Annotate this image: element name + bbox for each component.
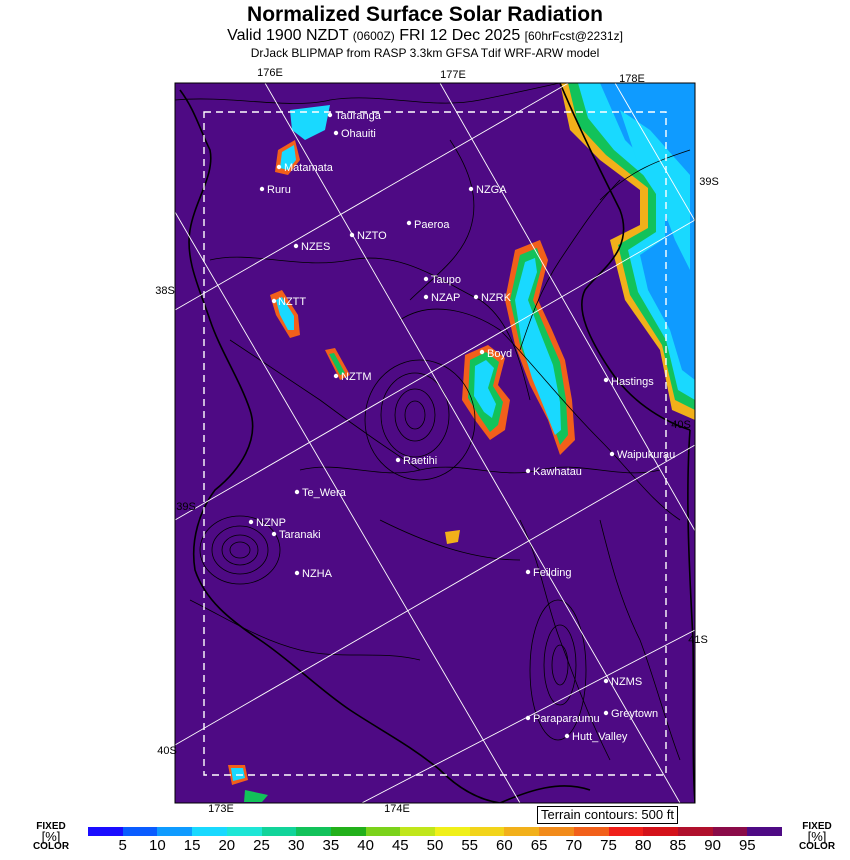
percent-label: [%] — [41, 829, 61, 844]
color-scale-segment — [192, 827, 227, 836]
station[interactable] — [334, 128, 376, 140]
color-scale-tick-label: 65 — [530, 837, 548, 854]
color-scale-tick-label: 90 — [704, 837, 721, 854]
lon-label: 173E — [208, 803, 234, 815]
station[interactable] — [565, 731, 628, 743]
color-scale-tick-label: 5 — [118, 837, 127, 854]
fixed-label: FIXED — [36, 821, 66, 832]
color-scale-tick-label: 10 — [149, 837, 166, 854]
color-scale-segment — [400, 827, 435, 836]
fixed-color-label-right — [796, 822, 838, 852]
station[interactable] — [328, 110, 382, 122]
color-scale-segment — [262, 827, 297, 836]
color-scale-segment — [227, 827, 262, 836]
station[interactable] — [604, 708, 658, 720]
color-scale-tick-label: 15 — [183, 837, 201, 854]
station-dot — [407, 221, 411, 225]
station-label: Taranaki — [279, 529, 321, 541]
color-scale-tick-label: 45 — [391, 837, 409, 854]
station-label: NZTM — [341, 371, 372, 383]
station-label: NZTT — [278, 296, 307, 308]
station-label: Greytown — [611, 708, 659, 720]
station-dot — [328, 113, 332, 117]
station[interactable] — [277, 162, 334, 174]
color-scale-segment — [470, 827, 505, 836]
valid-date: FRI 12 Dec 2025 — [399, 27, 521, 44]
station-dot — [396, 458, 400, 462]
model-line: DrJack BLIPMAP from RASP 3.3km GFSA Tdif WRF-ARW model — [250, 46, 600, 60]
station-label: NZHA — [302, 568, 332, 580]
station-dot — [610, 452, 614, 456]
station[interactable] — [526, 713, 600, 725]
lon-label: 176E — [257, 67, 283, 79]
valid-main: Valid 1900 NZDT — [227, 27, 349, 44]
lat-label: 38S — [155, 285, 175, 297]
lon-label: 178E — [619, 73, 645, 85]
lat-label: 41S — [688, 634, 708, 646]
color-scale-tick-label: 75 — [600, 837, 617, 854]
station-label: Hastings — [611, 376, 654, 388]
lon-label: 174E — [384, 803, 410, 815]
station-dot — [249, 520, 253, 524]
map-title: Normalized Surface Solar Radiation — [247, 3, 603, 26]
station-label: Paeroa — [414, 219, 450, 231]
station-label: NZRK — [481, 292, 511, 304]
lat-label: 40S — [157, 745, 177, 757]
color-scale-segment — [331, 827, 366, 836]
station-label: Waipukurau — [617, 449, 676, 461]
color-scale-segment — [435, 827, 470, 836]
station-label: Matamata — [284, 162, 333, 174]
color-scale-tick-label: 95 — [738, 837, 756, 854]
color-scale-tick-label: 60 — [496, 837, 513, 854]
station-dot — [424, 277, 428, 281]
color-scale-bar — [88, 827, 782, 836]
station-dot — [350, 233, 354, 237]
color-scale-segment — [123, 827, 158, 836]
terrain-contours-note: Terrain contours: 500 ft — [537, 806, 678, 824]
fixed-color-label-left — [30, 822, 72, 852]
forecast-info: [60hrFcst@2231z] — [524, 29, 623, 43]
color-label: COLOR — [798, 841, 836, 852]
station-label: Paraparaumu — [533, 713, 600, 725]
color-scale-tick-label: 30 — [287, 837, 305, 854]
lat-label: 40S — [671, 419, 691, 431]
station[interactable] — [272, 529, 321, 541]
color-scale-segment — [574, 827, 609, 836]
lon-label: 177E — [440, 69, 466, 81]
station-label: Kawhatau — [533, 466, 582, 478]
color-scale-segment — [504, 827, 539, 836]
station-label: Te_Wera — [302, 487, 346, 499]
station-label: Raetihi — [403, 455, 438, 467]
station-label: Ohauiti — [341, 128, 376, 140]
percent-label: [%] — [807, 829, 827, 844]
color-scale-segment — [88, 827, 123, 836]
station-label: Tauranga — [335, 110, 381, 122]
station-label: NZMS — [611, 676, 643, 688]
station-dot — [474, 295, 478, 299]
color-scale-tick-label: 70 — [565, 837, 583, 854]
color-scale-ticks — [88, 837, 782, 857]
color-scale-segment — [609, 827, 644, 836]
station-label: NZNP — [256, 517, 286, 529]
lat-label: 39S — [699, 176, 719, 188]
station-label: NZAP — [431, 292, 461, 304]
valid-utc: (0600Z) — [352, 29, 395, 43]
station-label: NZES — [301, 241, 331, 253]
color-scale-tick-label: 35 — [322, 837, 340, 854]
color-scale-segment — [678, 827, 713, 836]
color-scale-tick-label: 40 — [357, 837, 374, 854]
station-label: Taupo — [431, 274, 461, 286]
lat-label: 39S — [176, 501, 196, 513]
station-dot — [272, 299, 276, 303]
color-scale-segment — [366, 827, 401, 836]
color-scale-tick-label: 55 — [461, 837, 479, 854]
station-dot — [424, 295, 428, 299]
station-dot — [565, 734, 569, 738]
color-scale-tick-label: 25 — [253, 837, 270, 854]
station-dot — [260, 187, 264, 191]
station-dot — [604, 679, 608, 683]
color-scale-segment — [747, 827, 782, 836]
station-dot — [526, 469, 530, 473]
color-scale-tick-label: 85 — [669, 837, 687, 854]
station-label: Hutt_Valley — [572, 731, 628, 743]
station-dot — [604, 711, 608, 715]
station-label: Ruru — [267, 184, 291, 196]
station-dot — [469, 187, 473, 191]
station-label: Feilding — [533, 567, 572, 579]
station[interactable] — [604, 376, 654, 388]
station-dot — [526, 716, 530, 720]
color-scale-segment — [296, 827, 331, 836]
color-scale-segment — [157, 827, 192, 836]
station-dot — [294, 244, 298, 248]
color-scale-segment — [539, 827, 574, 836]
station[interactable] — [610, 449, 675, 461]
station[interactable] — [295, 487, 347, 499]
station-dot — [272, 532, 276, 536]
color-scale-segment — [643, 827, 678, 836]
color-scale-tick-label: 80 — [634, 837, 652, 854]
station-label: NZGA — [476, 184, 507, 196]
station[interactable] — [526, 466, 582, 478]
station-dot — [277, 165, 281, 169]
station-dot — [526, 570, 530, 574]
color-label: COLOR — [32, 841, 70, 852]
station-dot — [604, 378, 608, 382]
station[interactable] — [407, 219, 451, 231]
station-label: NZTO — [357, 230, 387, 242]
color-scale-segment — [713, 827, 748, 836]
station-dot — [334, 374, 338, 378]
station-dot — [334, 131, 338, 135]
station[interactable] — [396, 455, 437, 467]
fixed-label: FIXED — [802, 821, 832, 832]
map-field — [175, 83, 695, 803]
station-dot — [295, 571, 299, 575]
station-label: Boyd — [487, 348, 513, 360]
station-dot — [480, 350, 484, 354]
color-scale-tick-label: 50 — [426, 837, 444, 854]
station[interactable] — [526, 567, 572, 579]
station-dot — [295, 490, 299, 494]
color-scale-tick-label: 20 — [218, 837, 236, 854]
